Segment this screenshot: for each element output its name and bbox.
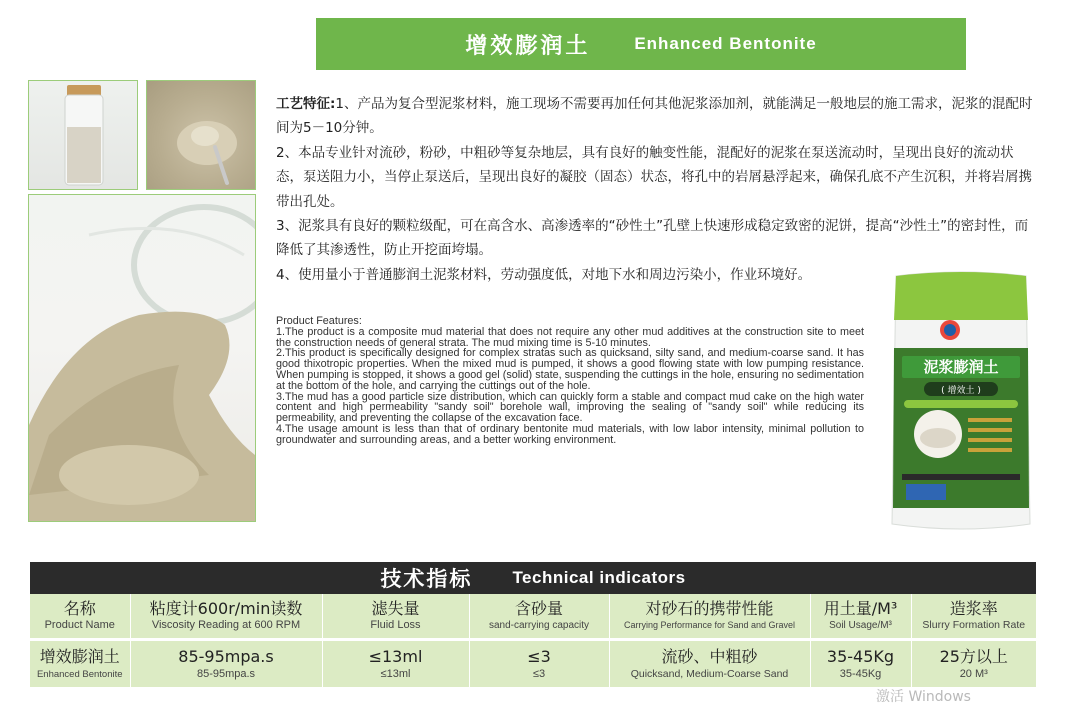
title-english: Enhanced Bentonite bbox=[634, 34, 817, 53]
table-header-row bbox=[30, 594, 1036, 638]
features-point-4: 4.The usage amount is less than that of ordinary bentonite mud materials, with low labor intensity, minimal pollution to groundwater and surrounding areas, and a better working environment. bbox=[276, 422, 864, 446]
features-point-2: 2.This product is specifically designed for complex stratas such as quicksand, silty sand, and medium-coarse sand. It has good thixotropic properties. When the mixed mud is pumped, it shows a good flowing state with low pumping resistance. When pumping is stopped, it shows a good gel (solid) state, suspending the cuttings in the hole, ensuring no sedimentation at the bottom of the hole, and carrying the cuttings out of the hole. bbox=[276, 347, 864, 392]
value-cell: 85-95mpa.s 85-95mpa.s bbox=[130, 641, 322, 687]
title-banner bbox=[316, 18, 966, 70]
header-cell: 粘度计600r/min读数 Viscosity Reading at 600 RPM bbox=[130, 594, 322, 638]
photo-powder-jar bbox=[28, 80, 138, 190]
value-cell: 35-45Kg 35-45Kg bbox=[810, 641, 911, 687]
process-point-4: 4、使用量小于普通膨润土泥浆材料，劳动强度低，对地下水和周边污染小，作业环境好。 bbox=[276, 266, 812, 283]
title-chinese: 增效膨润土 bbox=[465, 33, 591, 59]
process-label: 工艺特征: bbox=[276, 96, 336, 112]
value-cell: 25方以上 20 M³ bbox=[911, 641, 1036, 687]
technical-indicators-header bbox=[30, 562, 1036, 594]
photo-powder-pile bbox=[28, 194, 256, 522]
value-cell: 增效膨润土 Enhanced Bentonite bbox=[30, 641, 130, 687]
product-features-english bbox=[276, 316, 864, 446]
product-bag-image bbox=[888, 268, 1034, 536]
process-point-3: 3、泥浆具有良好的颗粒级配，可在高含水、高渗透率的“砂性土”孔壁上快速形成稳定致密的泥饼，提高“沙性土”的密封性，而降低了其渗透性，防止开挖面垮塌。 bbox=[276, 218, 1029, 259]
bag-product-sub: ( 增效土 ) bbox=[941, 386, 981, 396]
technical-title-chinese: 技术指标 bbox=[380, 567, 473, 591]
header-cell: 名称 Product Name bbox=[30, 594, 130, 638]
table-value-row bbox=[30, 641, 1036, 687]
technical-title-english: Technical indicators bbox=[512, 568, 686, 587]
value-cell: ≤3 ≤3 bbox=[469, 641, 609, 687]
features-heading: Product Features: bbox=[276, 315, 362, 327]
header-cell: 用土量/M³ Soil Usage/M³ bbox=[810, 594, 911, 638]
value-cell: 流砂、中粗砂 Quicksand, Medium-Coarse Sand bbox=[609, 641, 810, 687]
technical-indicators-table bbox=[30, 594, 1036, 687]
features-point-3: 3.The mud has a good particle size distribution, which can quickly form a stable and compact mud cake on the high water content and high permeability "sandy soil" borehole wall, improving the sealing of "sandy soil" while reducing its permeability, and preventing the collapse of the excavation face. bbox=[276, 390, 864, 425]
header-cell: 对砂石的携带性能 Carrying Performance for Sand and Gravel bbox=[609, 594, 810, 638]
process-features-chinese bbox=[276, 92, 1034, 287]
header-cell: 含砂量 sand-carrying capacity bbox=[469, 594, 609, 638]
header-cell: 滤失量 Fluid Loss bbox=[322, 594, 469, 638]
features-point-1: 1.The product is a composite mud material that does not require any other mud additives at the construction site to meet the construction needs of general strata. The mud mixing time is 5-10 minutes. bbox=[276, 325, 864, 349]
photo-powder-spoon bbox=[146, 80, 256, 190]
value-cell: ≤13ml ≤13ml bbox=[322, 641, 469, 687]
windows-activation-watermark: 激活 Windows bbox=[876, 689, 971, 705]
process-point-2: 2、本品专业针对流砂，粉砂，中粗砂等复杂地层，具有良好的触变性能，混配好的泥浆在泵送流动时，呈现出良好的流动状态，泵送阻力小，当停止泵送后，呈现出良好的凝胶（固态）状态，将孔中的岩屑悬浮起来，确保孔底不产生沉积，并将岩屑携带出孔处。 bbox=[276, 144, 1032, 210]
process-point-1: 1、产品为复合型泥浆材料，施工现场不需要再加任何其他泥浆添加剂，就能满足一般地层的施工需求，泥浆的混配时间为5－10分钟。 bbox=[276, 96, 1033, 137]
header-cell: 造浆率 Slurry Formation Rate bbox=[911, 594, 1036, 638]
bag-product-name: 泥浆膨润土 bbox=[923, 358, 999, 376]
